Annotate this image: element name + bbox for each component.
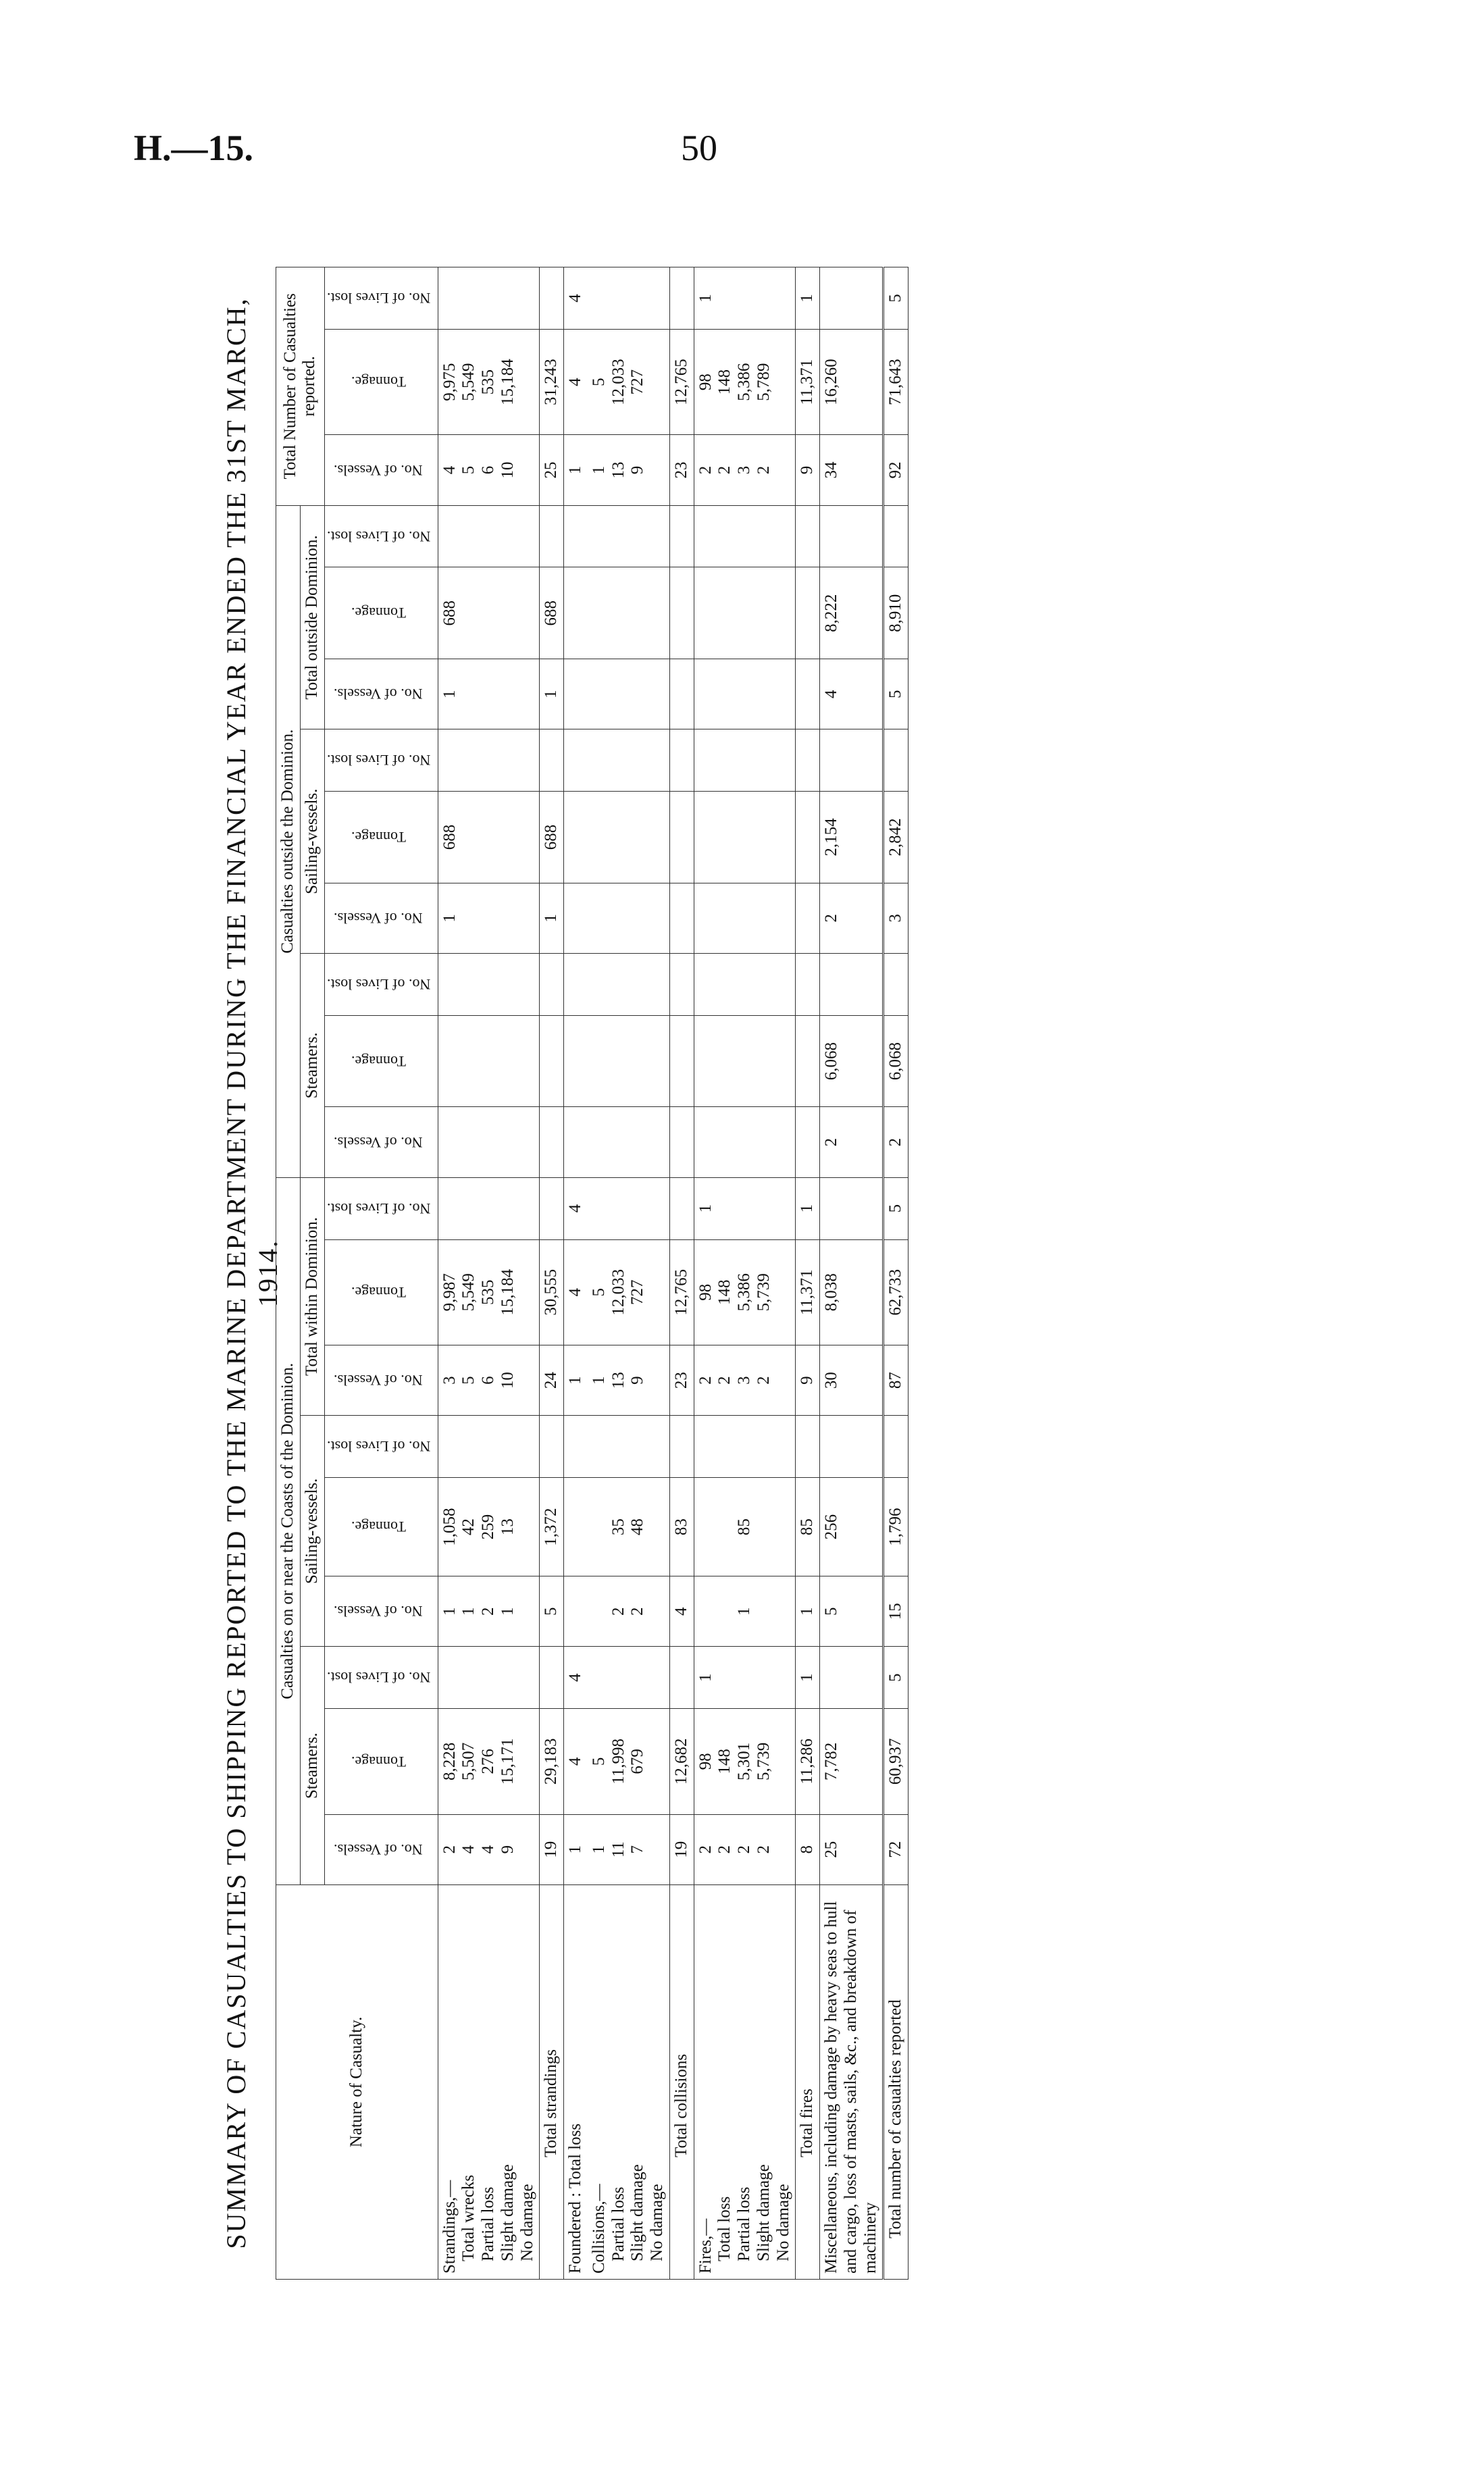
value-cell bbox=[588, 1647, 670, 1709]
value-cell: 30 bbox=[820, 1345, 884, 1415]
subheader-vessels: No. of Vessels. bbox=[324, 1814, 438, 1884]
value-cell bbox=[669, 267, 694, 330]
value-cell bbox=[540, 1015, 564, 1107]
value-cell: 34 bbox=[820, 435, 884, 505]
value-cell bbox=[669, 792, 694, 883]
nature-cell: Total strandings bbox=[540, 1884, 564, 2279]
nature-subitem: Slight damage bbox=[754, 2164, 773, 2261]
subheader-vessels: No. of Vessels. bbox=[324, 883, 438, 953]
nature-cell: Total number of casualties reported bbox=[884, 1884, 909, 2279]
value-cell bbox=[796, 729, 820, 792]
header-nature: Nature of Casualty. bbox=[276, 1884, 438, 2279]
value-cell: 2 4 4 9 bbox=[438, 1814, 540, 1884]
value-cell bbox=[564, 1107, 588, 1177]
value-cell: 1 bbox=[540, 883, 564, 953]
subheader-lives: No. of Lives lost. bbox=[324, 267, 438, 330]
subheader-lives: No. of Lives lost. bbox=[324, 1416, 438, 1478]
value-cell bbox=[438, 505, 540, 567]
value-cell bbox=[438, 1177, 540, 1239]
value-cell: 4 bbox=[564, 1647, 588, 1709]
value-cell: 4 bbox=[564, 1239, 588, 1345]
value-cell bbox=[796, 1015, 820, 1107]
value-cell: 19 bbox=[669, 1814, 694, 1884]
value-cell: 688 bbox=[540, 567, 564, 659]
subheader-vessels: No. of Vessels. bbox=[324, 659, 438, 729]
value-cell bbox=[564, 567, 588, 659]
table-row bbox=[564, 267, 588, 2280]
subheader-lives: No. of Lives lost. bbox=[324, 1177, 438, 1239]
value-cell: 1,796 bbox=[884, 1478, 909, 1576]
value-cell: 1 bbox=[694, 267, 796, 330]
value-cell bbox=[564, 1015, 588, 1107]
value-cell: 5 bbox=[884, 1647, 909, 1709]
table-row bbox=[694, 267, 796, 2280]
value-cell bbox=[796, 954, 820, 1016]
header-outside: Casualties outside the Dominion. bbox=[276, 505, 301, 1177]
value-cell: 60,937 bbox=[884, 1709, 909, 1814]
value-cell: 83 bbox=[669, 1478, 694, 1576]
value-cell: 15 bbox=[884, 1576, 909, 1647]
subheader-vessels: No. of Vessels. bbox=[324, 1107, 438, 1177]
subheader-tonnage: Tonnage. bbox=[324, 1709, 438, 1814]
header-sailing-within: Sailing-vessels. bbox=[300, 1416, 324, 1647]
value-cell bbox=[588, 1416, 670, 1478]
value-cell bbox=[694, 1015, 796, 1107]
value-cell bbox=[796, 567, 820, 659]
value-cell bbox=[438, 954, 540, 1016]
value-cell bbox=[564, 659, 588, 729]
value-cell: 98 148 5,386 5,789 bbox=[694, 329, 796, 434]
subheader-tonnage: Tonnage. bbox=[324, 1239, 438, 1345]
value-cell: 4 bbox=[564, 1177, 588, 1239]
subheader-tonnage: Tonnage. bbox=[324, 792, 438, 883]
value-cell: 2 bbox=[884, 1107, 909, 1177]
value-cell: 16,260 bbox=[820, 329, 884, 434]
header-total-outside: Total outside Dominion. bbox=[300, 505, 324, 729]
value-cell bbox=[588, 267, 670, 330]
value-cell bbox=[796, 505, 820, 567]
value-cell bbox=[669, 1107, 694, 1177]
value-cell bbox=[820, 267, 884, 330]
value-cell bbox=[694, 567, 796, 659]
value-cell: 4 5 6 10 bbox=[438, 435, 540, 505]
table-body bbox=[438, 267, 909, 2280]
value-cell bbox=[669, 567, 694, 659]
value-cell bbox=[588, 954, 670, 1016]
value-cell: 4 bbox=[820, 659, 884, 729]
value-cell: 5 bbox=[884, 659, 909, 729]
value-cell bbox=[796, 1416, 820, 1478]
value-cell bbox=[884, 1416, 909, 1478]
value-cell: 8,910 bbox=[884, 567, 909, 659]
value-cell bbox=[564, 1576, 588, 1647]
value-cell bbox=[669, 1416, 694, 1478]
value-cell bbox=[669, 1015, 694, 1107]
value-cell: 4 bbox=[564, 267, 588, 330]
value-cell bbox=[884, 729, 909, 792]
value-cell bbox=[540, 505, 564, 567]
value-cell: 1 bbox=[694, 1647, 796, 1709]
value-cell bbox=[540, 1177, 564, 1239]
value-cell: 1 bbox=[694, 1576, 796, 1647]
value-cell bbox=[820, 954, 884, 1016]
nature-cell: Foundered : Total loss bbox=[564, 1884, 588, 2279]
value-cell: 1 bbox=[796, 1647, 820, 1709]
value-cell bbox=[588, 505, 670, 567]
value-cell: 5 bbox=[820, 1576, 884, 1647]
value-cell: 1 bbox=[796, 1576, 820, 1647]
value-cell bbox=[694, 659, 796, 729]
value-cell: 8,222 bbox=[820, 567, 884, 659]
value-cell: 23 bbox=[669, 1345, 694, 1415]
value-cell: 30,555 bbox=[540, 1239, 564, 1345]
value-cell: 8 bbox=[796, 1814, 820, 1884]
value-cell bbox=[694, 883, 796, 953]
value-cell: 1 bbox=[564, 1814, 588, 1884]
nature-subitem: Slight damage bbox=[628, 2164, 647, 2261]
value-cell: 85 bbox=[694, 1478, 796, 1576]
value-cell: 71,643 bbox=[884, 329, 909, 434]
value-cell: 5 bbox=[540, 1576, 564, 1647]
value-cell: 31,243 bbox=[540, 329, 564, 434]
value-cell bbox=[564, 729, 588, 792]
header-total: Total Number of Casualties reported. bbox=[276, 267, 325, 506]
value-cell bbox=[588, 659, 670, 729]
value-cell: 9 bbox=[796, 435, 820, 505]
value-cell: 5 bbox=[884, 1177, 909, 1239]
value-cell: 62,733 bbox=[884, 1239, 909, 1345]
value-cell bbox=[820, 729, 884, 792]
value-cell: 23 bbox=[669, 435, 694, 505]
value-cell bbox=[694, 954, 796, 1016]
value-cell bbox=[669, 954, 694, 1016]
subheader-tonnage: Tonnage. bbox=[324, 1478, 438, 1576]
value-cell bbox=[438, 1647, 540, 1709]
nature-cell: Fires,— Total loss Partial loss Slight damage No damage bbox=[694, 1884, 796, 2279]
page-number: 50 bbox=[681, 128, 717, 168]
value-cell bbox=[820, 1647, 884, 1709]
value-cell: 11,286 bbox=[796, 1709, 820, 1814]
table-row bbox=[796, 267, 820, 2280]
value-cell bbox=[694, 1416, 796, 1478]
value-cell: 2 2 bbox=[588, 1576, 670, 1647]
value-cell bbox=[694, 505, 796, 567]
value-cell bbox=[564, 883, 588, 953]
value-cell: 688 bbox=[540, 792, 564, 883]
value-cell: 1 1 2 1 bbox=[438, 1576, 540, 1647]
value-cell: 29,183 bbox=[540, 1709, 564, 1814]
value-cell bbox=[564, 1478, 588, 1576]
value-cell bbox=[796, 883, 820, 953]
value-cell: 1 bbox=[796, 267, 820, 330]
value-cell: 1,058 42 259 13 bbox=[438, 1478, 540, 1576]
value-cell: 2 2 3 2 bbox=[694, 1345, 796, 1415]
nature-cell: Miscellaneous, including damage by heavy seas to hull and cargo, loss of masts, sails, &c., and breakdown of machinery bbox=[820, 1884, 884, 2279]
casualty-table bbox=[276, 267, 909, 2280]
value-cell: 98 148 5,386 5,739 bbox=[694, 1239, 796, 1345]
value-cell: 11,371 bbox=[796, 1239, 820, 1345]
value-cell: 98 148 5,301 5,739 bbox=[694, 1709, 796, 1814]
value-cell bbox=[540, 267, 564, 330]
subheader-vessels: No. of Vessels. bbox=[324, 1576, 438, 1647]
value-cell: 24 bbox=[540, 1345, 564, 1415]
nature-subitem: Total loss bbox=[715, 2196, 734, 2261]
value-cell: 2 2 2 2 bbox=[694, 1814, 796, 1884]
subheader-lives: No. of Lives lost. bbox=[324, 729, 438, 792]
value-cell: 1 bbox=[694, 1177, 796, 1239]
nature-cell: Collisions,— Partial loss Slight damage No damage bbox=[588, 1884, 670, 2279]
value-cell: 12,765 bbox=[669, 329, 694, 434]
value-cell: 2,842 bbox=[884, 792, 909, 883]
value-cell: 1 bbox=[438, 659, 540, 729]
value-cell bbox=[820, 1177, 884, 1239]
subheader-lives: No. of Lives lost. bbox=[324, 505, 438, 567]
value-cell: 7,782 bbox=[820, 1709, 884, 1814]
value-cell bbox=[540, 1107, 564, 1177]
value-cell: 25 bbox=[540, 435, 564, 505]
header-steamers-outside: Steamers. bbox=[300, 954, 324, 1178]
subheader-lives: No. of Lives lost. bbox=[324, 1647, 438, 1709]
value-cell bbox=[564, 1416, 588, 1478]
value-cell bbox=[796, 659, 820, 729]
value-cell bbox=[438, 1107, 540, 1177]
value-cell: 1 13 9 bbox=[588, 435, 670, 505]
rotated-table-region bbox=[215, 253, 1269, 2280]
value-cell: 92 bbox=[884, 435, 909, 505]
value-cell: 3 5 6 10 bbox=[438, 1345, 540, 1415]
value-cell bbox=[669, 1177, 694, 1239]
nature-subitem: No damage bbox=[773, 2184, 792, 2261]
subheader-tonnage: Tonnage. bbox=[324, 567, 438, 659]
value-cell bbox=[588, 1107, 670, 1177]
header-total-within: Total within Dominion. bbox=[300, 1177, 324, 1416]
value-cell bbox=[694, 792, 796, 883]
nature-subitem: Partial loss bbox=[609, 2186, 628, 2261]
table-row bbox=[820, 267, 884, 2280]
value-cell bbox=[884, 954, 909, 1016]
page-reference: H.—15. bbox=[134, 128, 254, 168]
value-cell bbox=[796, 1107, 820, 1177]
value-cell: 35 48 bbox=[588, 1478, 670, 1576]
value-cell: 3 bbox=[884, 883, 909, 953]
value-cell: 9,987 5,549 535 15,184 bbox=[438, 1239, 540, 1345]
value-cell: 5 12,033 727 bbox=[588, 329, 670, 434]
value-cell bbox=[669, 1647, 694, 1709]
value-cell: 688 bbox=[438, 792, 540, 883]
value-cell: 4 bbox=[564, 1709, 588, 1814]
value-cell: 1 bbox=[564, 435, 588, 505]
value-cell bbox=[438, 267, 540, 330]
header-sailing-outside: Sailing-vessels. bbox=[300, 729, 324, 954]
value-cell: 1 bbox=[540, 659, 564, 729]
table-row bbox=[884, 267, 909, 2280]
value-cell: 1 bbox=[564, 1345, 588, 1415]
value-cell bbox=[694, 729, 796, 792]
value-cell: 12,682 bbox=[669, 1709, 694, 1814]
value-cell bbox=[669, 505, 694, 567]
value-cell: 1 11 7 bbox=[588, 1814, 670, 1884]
value-cell: 256 bbox=[820, 1478, 884, 1576]
value-cell: 87 bbox=[884, 1345, 909, 1415]
value-cell: 5 11,998 679 bbox=[588, 1709, 670, 1814]
value-cell: 12,765 bbox=[669, 1239, 694, 1345]
value-cell bbox=[564, 954, 588, 1016]
value-cell bbox=[540, 954, 564, 1016]
header-within: Casualties on or near the Coasts of the Dominion. bbox=[276, 1177, 301, 1884]
value-cell: 2 2 3 2 bbox=[694, 435, 796, 505]
nature-subitem: Total wrecks bbox=[459, 2174, 478, 2261]
value-cell: 688 bbox=[438, 567, 540, 659]
value-cell: 5 bbox=[884, 267, 909, 330]
nature-subitem: Partial loss bbox=[735, 2186, 754, 2261]
table-row bbox=[588, 267, 670, 2280]
value-cell bbox=[884, 505, 909, 567]
value-cell bbox=[588, 1015, 670, 1107]
value-cell bbox=[669, 883, 694, 953]
value-cell: 11,371 bbox=[796, 329, 820, 434]
value-cell: 1,372 bbox=[540, 1478, 564, 1576]
nature-subitem: No damage bbox=[517, 2184, 536, 2261]
value-cell: 25 bbox=[820, 1814, 884, 1884]
subheader-tonnage: Tonnage. bbox=[324, 329, 438, 434]
value-cell: 4 bbox=[564, 329, 588, 434]
value-cell bbox=[588, 567, 670, 659]
value-cell: 1 bbox=[438, 883, 540, 953]
nature-cell: Strandings,— Total wrecks Partial loss Slight damage No damage bbox=[438, 1884, 540, 2279]
value-cell: 19 bbox=[540, 1814, 564, 1884]
header-steamers-within: Steamers. bbox=[300, 1647, 324, 1885]
value-cell bbox=[588, 883, 670, 953]
value-cell bbox=[694, 1107, 796, 1177]
value-cell: 6,068 bbox=[820, 1015, 884, 1107]
value-cell: 5 12,033 727 bbox=[588, 1239, 670, 1345]
nature-subitem: No damage bbox=[648, 2184, 667, 2261]
table-row bbox=[438, 267, 540, 2280]
value-cell bbox=[588, 792, 670, 883]
value-cell: 85 bbox=[796, 1478, 820, 1576]
value-cell: 8,038 bbox=[820, 1239, 884, 1345]
subheader-vessels: No. of Vessels. bbox=[324, 435, 438, 505]
value-cell: 2 bbox=[820, 883, 884, 953]
value-cell: 1 13 9 bbox=[588, 1345, 670, 1415]
value-cell: 9,975 5,549 535 15,184 bbox=[438, 329, 540, 434]
subheader-tonnage: Tonnage. bbox=[324, 1015, 438, 1107]
value-cell bbox=[820, 505, 884, 567]
value-cell bbox=[669, 729, 694, 792]
nature-cell: Total fires bbox=[796, 1884, 820, 2279]
value-cell bbox=[540, 729, 564, 792]
table-title: SUMMARY OF CASUALTIES TO SHIPPING REPORTED TO THE MARINE DEPARTMENT DURING THE FINANCIAL YEAR ENDED THE 31ST MARCH, 1914. bbox=[221, 297, 283, 2249]
table-row bbox=[540, 267, 564, 2280]
value-cell bbox=[438, 1015, 540, 1107]
subheader-vessels: No. of Vessels. bbox=[324, 1345, 438, 1415]
value-cell: 8,228 5,507 276 15,171 bbox=[438, 1709, 540, 1814]
value-cell bbox=[540, 1647, 564, 1709]
value-cell bbox=[438, 1416, 540, 1478]
table-row bbox=[669, 267, 694, 2280]
value-cell bbox=[540, 1416, 564, 1478]
value-cell: 9 bbox=[796, 1345, 820, 1415]
value-cell bbox=[820, 1416, 884, 1478]
value-cell: 2,154 bbox=[820, 792, 884, 883]
value-cell: 4 bbox=[669, 1576, 694, 1647]
value-cell: 1 bbox=[796, 1177, 820, 1239]
nature-subitem: Partial loss bbox=[479, 2186, 498, 2261]
value-cell: 6,068 bbox=[884, 1015, 909, 1107]
value-cell bbox=[588, 1177, 670, 1239]
value-cell bbox=[588, 729, 670, 792]
value-cell bbox=[669, 659, 694, 729]
subheader-lives: No. of Lives lost. bbox=[324, 954, 438, 1016]
nature-cell: Total collisions bbox=[669, 1884, 694, 2279]
value-cell: 72 bbox=[884, 1814, 909, 1884]
value-cell bbox=[796, 792, 820, 883]
value-cell: 2 bbox=[820, 1107, 884, 1177]
value-cell bbox=[438, 729, 540, 792]
nature-subitem: Slight damage bbox=[498, 2164, 517, 2261]
value-cell bbox=[564, 505, 588, 567]
value-cell bbox=[564, 792, 588, 883]
